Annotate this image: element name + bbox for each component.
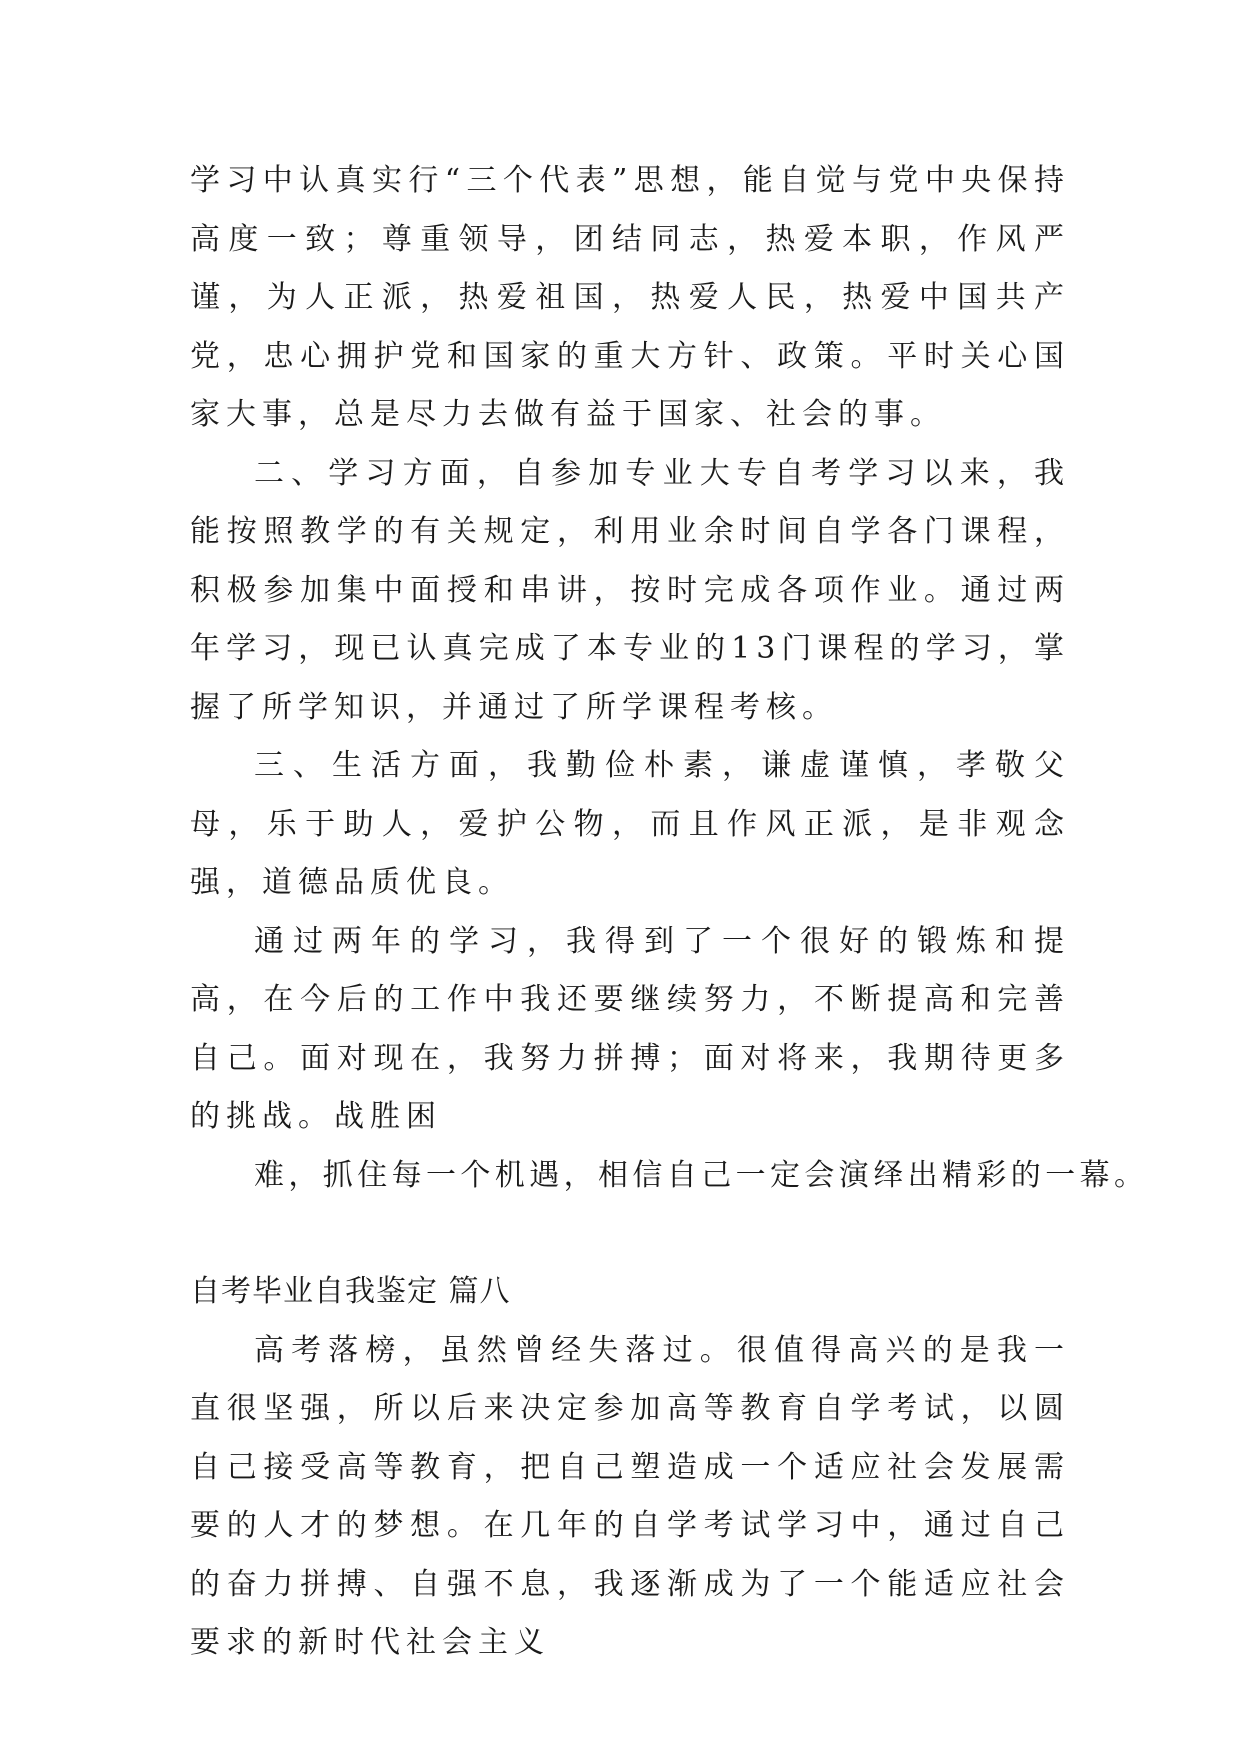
paragraph-section-eight: 高考落榜，虽然曾经失落过。很值得高兴的是我一直很坚强，所以后来决定参加高等教育自学考试，以圆自己接受高等教育，把自己塑造成一个适应社会发展需要的人才的梦想。在几年的自学考试学习中，通过自己的奋力拼搏、自强不息，我逐渐成为了一个能适应社会要求的新时代社会主义 — [190, 1332, 1070, 1660]
paragraph-study: 二、学习方面，自参加专业大专自考学习以来，我能按照教学的有关规定，利用业余时间自学各门课程，积极参加集中面授和串讲，按时完成各项作业。通过两年学习，现已认真完成了本专业的13门课程的学习，掌握了所学知识，并通过了所学课程考核。 — [190, 455, 1070, 725]
paragraph-conclusion — [190, 913, 1149, 1206]
section-heading: 自考毕业自我鉴定 篇八 — [190, 1274, 511, 1309]
paragraph-continued: 学习中认真实行“三个代表”思想，能自觉与党中央保持高度一致；尊重领导，团结同志，热爱本职，作风严谨，为人正派，热爱祖国，热爱人民，热爱中国共产党，忠心拥护党和国家的重大方针、政策。平时关心国家大事，总是尽力去做有益于国家、社会的事。 — [190, 163, 1070, 432]
conclusion-last-line: 难，抓住每一个机遇，相信自己一定会演绎出精彩的一幕。 — [254, 1157, 1149, 1193]
conclusion-text: 通过两年的学习，我得到了一个很好的锻炼和提高，在今后的工作中我还要继续努力，不断提高和完善自己。面对现在，我努力拼搏；面对将来，我期待更多的挑战。战胜困 — [190, 923, 1070, 1134]
document-page — [190, 152, 1149, 1673]
paragraph-life: 三、生活方面，我勤俭朴素，谦虚谨慎，孝敬父母，乐于助人，爱护公物，而且作风正派，是非观念强，道德品质优良。 — [190, 748, 1070, 900]
